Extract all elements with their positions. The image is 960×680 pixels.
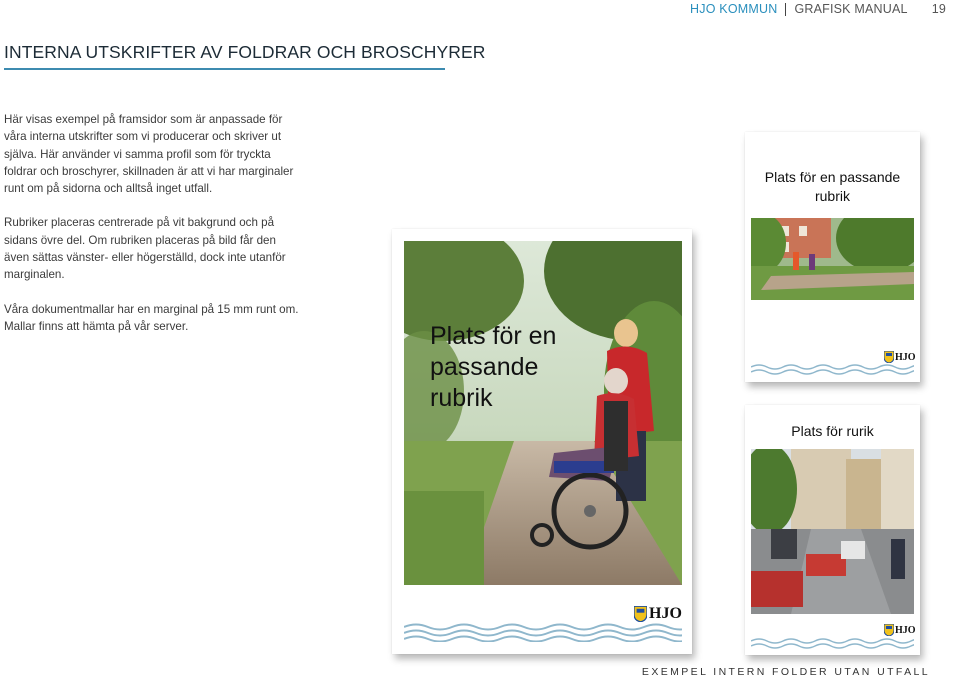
coat-of-arms-icon <box>634 606 647 622</box>
paragraph: Här visas exempel på framsidor som är anpassade för våra interna utskrifter som vi producerar och skriver ut själva. Här använder vi samma profil som för tryckta foldrar och broschyrer, skillnaden är att vi har marginaler runt om på sidorna och alltså inget utfall. <box>4 113 294 196</box>
logo-text: HJO <box>649 605 682 622</box>
brochure-top-right <box>745 132 920 382</box>
brochure-bottom-right <box>745 405 920 655</box>
manual-name: GRAFISK MANUAL <box>794 2 908 16</box>
cover-photo <box>751 218 914 300</box>
joggers-photo <box>751 218 914 300</box>
logo-text: HJO <box>895 624 916 636</box>
hjo-logo <box>884 624 916 636</box>
organization-name: HJO KOMMUN <box>690 2 778 16</box>
body-text <box>4 111 304 352</box>
title-rule <box>4 68 445 70</box>
wave-decoration <box>751 637 914 649</box>
wave-decoration <box>404 622 682 642</box>
paragraph: Rubriker placeras centrerade på vit bakgrund och på sidans övre del. Om rubriken placeras på bild får den även sättas vänster- eller högerställd, dock inte utanför marginalen. <box>4 216 286 282</box>
cover-photo <box>751 449 914 614</box>
cover-heading: Plats för en passande rubrik <box>764 169 901 204</box>
street-cars-photo <box>751 449 914 614</box>
page-title: INTERNA UTSKRIFTER AV FOLDRAR OCH BROSCHYRER <box>4 42 486 62</box>
page-number: 19 <box>931 2 946 16</box>
cover-heading: Plats för en passande rubrik <box>430 322 557 412</box>
logo-text: HJO <box>895 351 916 363</box>
header-divider <box>785 3 786 16</box>
cover-heading: Plats för rurik <box>791 423 874 439</box>
wave-decoration <box>751 363 914 375</box>
coat-of-arms-icon <box>884 351 894 363</box>
hjo-logo <box>634 605 682 623</box>
brochure-main <box>392 229 692 654</box>
hjo-logo <box>884 351 916 363</box>
coat-of-arms-icon <box>884 624 894 636</box>
page-header <box>690 2 946 16</box>
paragraph: Våra dokumentmallar har en marginal på 15 mm runt om. Mallar finns att hämta på vår server. <box>4 302 299 333</box>
footer-caption: EXEMPEL INTERN FOLDER UTAN UTFALL <box>641 666 930 678</box>
